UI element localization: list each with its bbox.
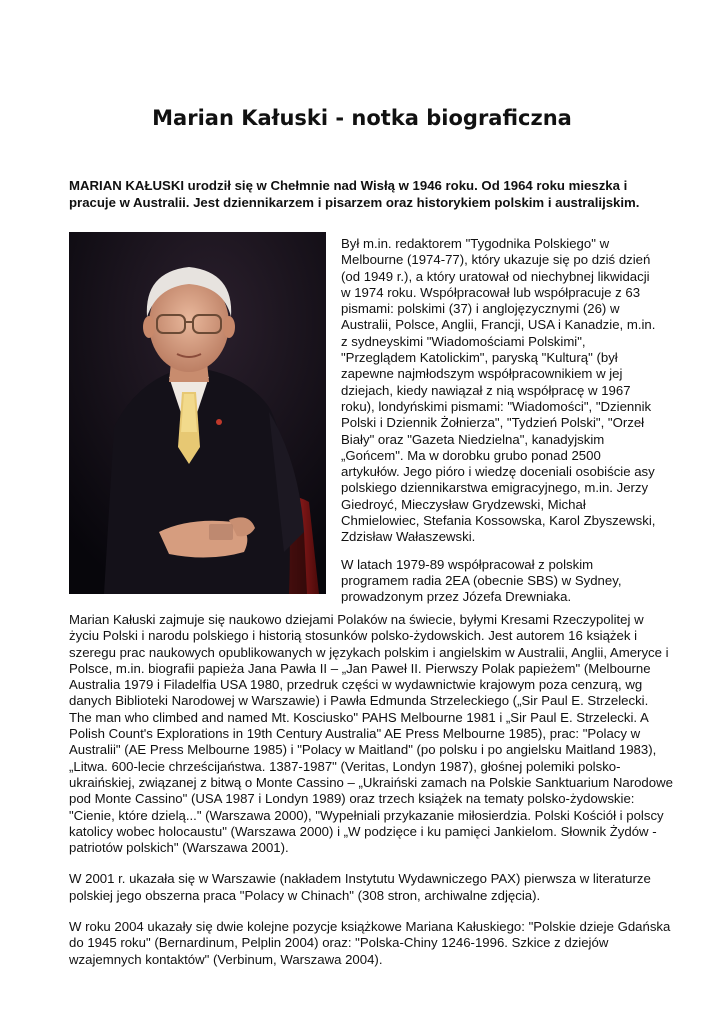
main-paragraph-2: W 2001 r. ukazała się w Warszawie (nakładem Instytutu Wydawniczego PAX) pierwsza w literaturze polskiej jego obszerna praca "Polacy w Chinach" (308 stron, archiwalne zdjęcia). <box>69 871 651 903</box>
portrait-photo <box>69 232 326 594</box>
page-title: Marian Kałuski - notka biograficzna <box>152 106 572 131</box>
main-paragraph-3: W roku 2004 ukazały się dwie kolejne pozycje książkowe Mariana Kałuskiego: "Polskie dzieje Gdańska do 1945 roku" (Bernardinum, Pelplin 2004) oraz: "Polska-Chiny 1246-1996. Szkice z dziejów wzajemnych kontaktów" (Verbinum, Warszawa 2004). <box>69 919 671 967</box>
side-paragraph-2: W latach 1979-89 współpracował z polskim programem radia 2EA (obecnie SBS) w Sydney, prowadzonym przez Józefa Drewniaka. <box>341 556 622 605</box>
side-column <box>341 236 661 617</box>
side-paragraph-1: Był m.in. redaktorem "Tygodnika Polskiego" w Melbourne (1974-77), który ukazuje się po dziś dzień (od 1949 r.), a który uratował od niechybnej likwidacji w 1974 roku. Współpracował lub współpracuje z 63 pismami: polskimi (37) i anglojęzycznymi (26) w Australii, Polsce, Anglii, Francji, USA i Kanadzie, m.in. z sydneyskimi "Wiadomościami Polskimi", "Przeglądem Katolickim", paryską "Kulturą" (był zapewne najmłodszym współpracownikiem w jej dziejach, kiedy nawiązał z nią współpracę w 1967 roku), londyńskimi pismami: "Wiadomości", "Dziennik Polski i Dziennik Żołnierza", "Tydzień Polski", "Orzeł Biały" oraz "Gazeta Niedzielna", kanadyjskim „Gońcem". Ma w dorobku grubo ponad 2500 artykułów. Jego pióro i wiedzę doceniali osobiście asy polskiego dziennikarstwa emigracyjnego, m.in. Jerzy Giedroyć, Mieczysław Grydzewski, Michał Chmielowiec, Stefania Kossowska, Karol Zbyszewski, Zdzisław Wałaszewski. <box>341 236 656 545</box>
main-paragraph-1: Marian Kałuski zajmuje się naukowo dziejami Polaków na świecie, byłymi Kresami Rzeczypolitej w życiu Polski i narodu polskiego i historią stosunków polsko-żydowskich. Jest autorem 16 książek i szeregu prac naukowych opublikowanych w językach polskim i angielskim w Australii, Anglii, Ameryce i Polsce, m.in. biografii papieża Jana Pawła II – „Jan Paweł II. Pierwszy Polak papieżem" (Melbourne Australia 1979 i Filadelfia USA 1980, przedruk części w wydawnictwie krajowym poza cenzurą, wg danych Biblioteki Narodowej w Warszawie) i Pawła Edmunda Strzeleckiego („Sir Paul E. Strzelecki. The man who climbed and named Mt. Kosciusko" PAHS Melbourne 1981 i „Sir Paul E. Strzelecki. A Polish Count's Explorations in 19th Century Australia" AE Press Melbourne 1985), prac: "Polacy w Australii" (AE Press Melbourne 1985) i "Polacy w Maitland" (po polsku i po angielsku Maitland 1983), „Litwa. 600-lecie chrześcijaństwa. 1387-1987" (Veritas, Londyn 1987), głośnej polemiki polsko-ukraińskiej, związanej z bitwą o Monte Cassino – „Ukraiński zamach na Polskie Sanktuarium Narodowe pod Monte Cassino" (USA 1987 i Londyn 1989) oraz trzech książek na tematy polsko-żydowskie: "Cienie, które dzielą..." (Warszawa 2000), "Wypełniali przykazanie miłosierdzia. Polski Kościół i polscy katolicy wobec holocaustu" (Warszawa 2000) i „W podzięce i ku pamięci Jankielom. Słownik Żydów - patriotów polskich" (Warszawa 2001). <box>69 612 673 856</box>
intro-paragraph: MARIAN KAŁUSKI urodził się w Chełmnie nad Wisłą w 1946 roku. Od 1964 roku mieszka i pracuje w Australii. Jest dziennikarzem i pisarzem oraz historykiem polskim i australijskim. <box>69 178 640 210</box>
main-column <box>69 612 673 983</box>
